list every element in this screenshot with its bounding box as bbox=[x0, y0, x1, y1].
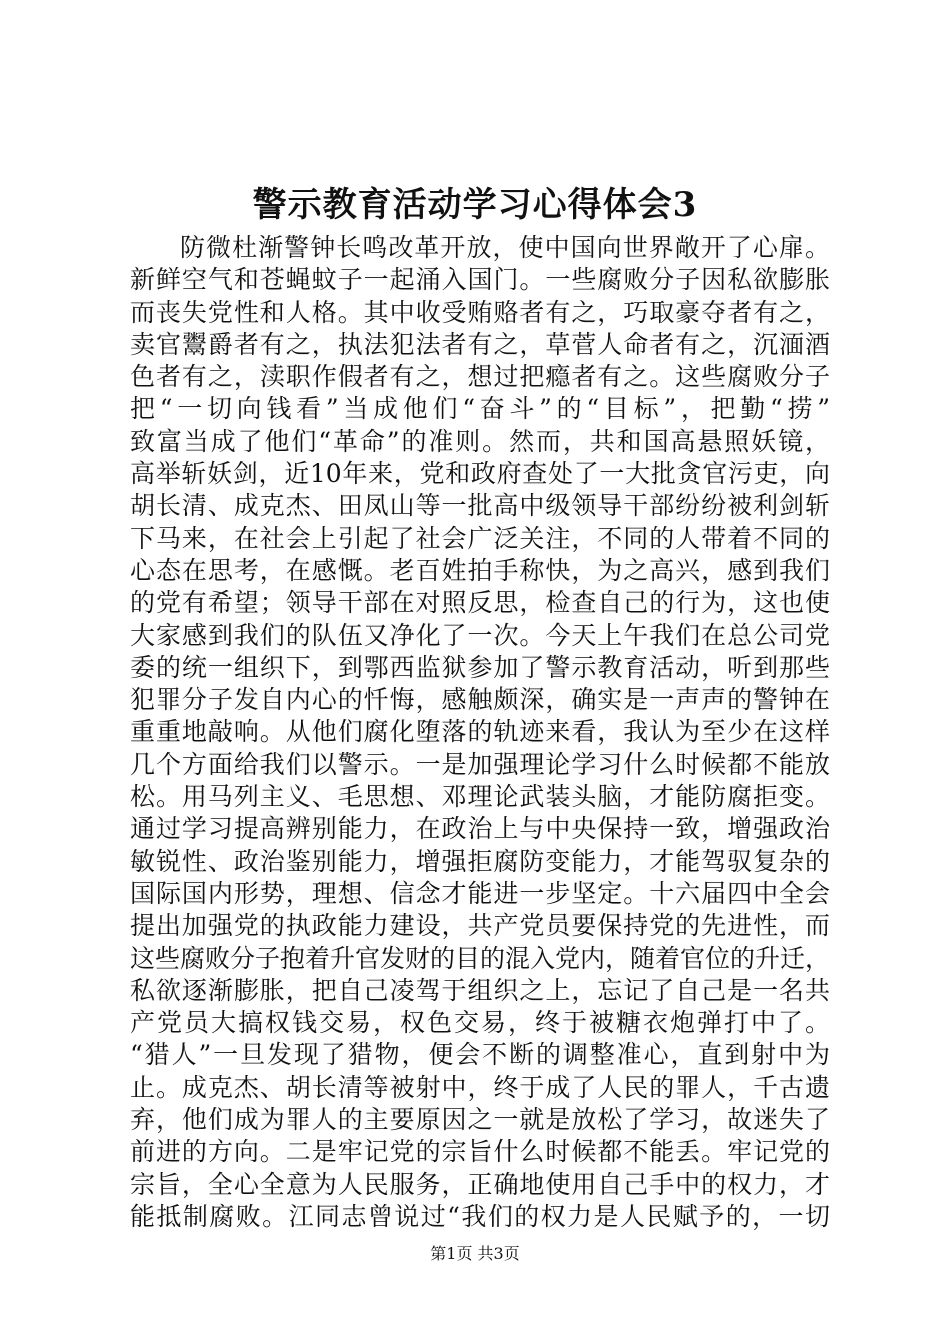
paragraph-line: 重重地敲响。从他们腐化堕落的轨迹来看，我认为至少在这样 bbox=[130, 717, 830, 747]
paragraph-line: 前进的方向。二是牢记党的宗旨什么时候都不能丢。牢记党的 bbox=[130, 1137, 830, 1167]
paragraph-line: 委的统一组织下，到鄂西监狱参加了警示教育活动，听到那些 bbox=[130, 652, 830, 682]
paragraph-line: 敏锐性、政治鉴别能力，增强拒腐防变能力，才能驾驭复杂的 bbox=[130, 846, 830, 876]
paragraph-line: 心态在思考，在感慨。老百姓拍手称快，为之高兴，感到我们 bbox=[130, 555, 830, 585]
paragraph-line: 私欲逐渐膨胀，把自己凌驾于组织之上，忘记了自己是一名共 bbox=[130, 975, 830, 1005]
paragraph-line: 胡长清、成克杰、田凤山等一批高中级领导干部纷纷被利剑斩 bbox=[130, 491, 830, 521]
paragraph-line: 致富当成了他们“革命”的准则。然而，共和国高悬照妖镜， bbox=[130, 426, 830, 456]
document-title: 警示教育活动学习心得体会3 bbox=[252, 185, 698, 225]
paragraph-line: 高举斩妖剑，近10年来，党和政府查处了一大批贪官污吏，向 bbox=[130, 459, 830, 489]
body-paragraph bbox=[130, 232, 830, 1233]
paragraph-line: 防微杜渐警钟长鸣改革开放，使中国向世界敞开了心扉。 bbox=[180, 233, 830, 262]
paragraph-line: 宗旨，全心全意为人民服务，正确地使用自己手中的权力，才 bbox=[130, 1169, 830, 1199]
paragraph-line: 这些腐败分子抱着升官发财的目的混入党内，随着官位的升迁， bbox=[130, 943, 830, 973]
paragraph-line: 把“一切向钱看”当成他们“奋斗”的“目标”，把勤“捞” bbox=[130, 394, 830, 424]
paragraph-line: 大家感到我们的队伍又净化了一次。今天上午我们在总公司党 bbox=[130, 620, 830, 650]
paragraph-line: 通过学习提高辨别能力，在政治上与中央保持一致，增强政治 bbox=[130, 814, 830, 844]
paragraph-line: 犯罪分子发自内心的忏悔，感触颇深，确实是一声声的警钟在 bbox=[130, 685, 830, 715]
paragraph-line: 止。成克杰、胡长清等被射中，终于成了人民的罪人，千古遗 bbox=[130, 1072, 830, 1102]
paragraph-line: 能抵制腐败。江同志曾说过“我们的权力是人民赋予的，一切 bbox=[130, 1201, 830, 1231]
paragraph-line: “猎人”一旦发现了猎物，便会不断的调整准心，直到射中为 bbox=[130, 1040, 830, 1070]
paragraph-line: 弃，他们成为罪人的主要原因之一就是放松了学习，故迷失了 bbox=[130, 1105, 830, 1135]
paragraph-line: 几个方面给我们以警示。一是加强理论学习什么时候都不能放 bbox=[130, 749, 830, 779]
paragraph-line: 色者有之，渎职作假者有之，想过把瘾者有之。这些腐败分子 bbox=[130, 362, 830, 392]
paragraph-line: 提出加强党的执政能力建设，共产党员要保持党的先进性，而 bbox=[130, 911, 830, 941]
paragraph-line: 下马来，在社会上引起了社会广泛关注，不同的人带着不同的 bbox=[130, 523, 830, 553]
paragraph-line: 新鲜空气和苍蝇蚊子一起涌入国门。一些腐败分子因私欲膨胀 bbox=[130, 265, 830, 295]
paragraph-line: 松。用马列主义、毛思想、邓理论武装头脑，才能防腐拒变。 bbox=[130, 782, 830, 812]
paragraph-line: 产党员大搞权钱交易，权色交易，终于被糖衣炮弹打中了。 bbox=[130, 1008, 830, 1038]
paragraph-line: 而丧失党性和人格。其中收受贿赂者有之，巧取豪夺者有之， bbox=[130, 297, 830, 327]
paragraph-line: 卖官鬻爵者有之，执法犯法者有之，草菅人命者有之，沉湎酒 bbox=[130, 329, 830, 359]
page-number-footer: 第1页 共3页 bbox=[430, 1244, 520, 1263]
paragraph-line: 国际国内形势，理想、信念才能进一步坚定。十六届四中全会 bbox=[130, 878, 830, 908]
paragraph-line: 的党有希望；领导干部在对照反思，检查自己的行为，这也使 bbox=[130, 588, 830, 618]
